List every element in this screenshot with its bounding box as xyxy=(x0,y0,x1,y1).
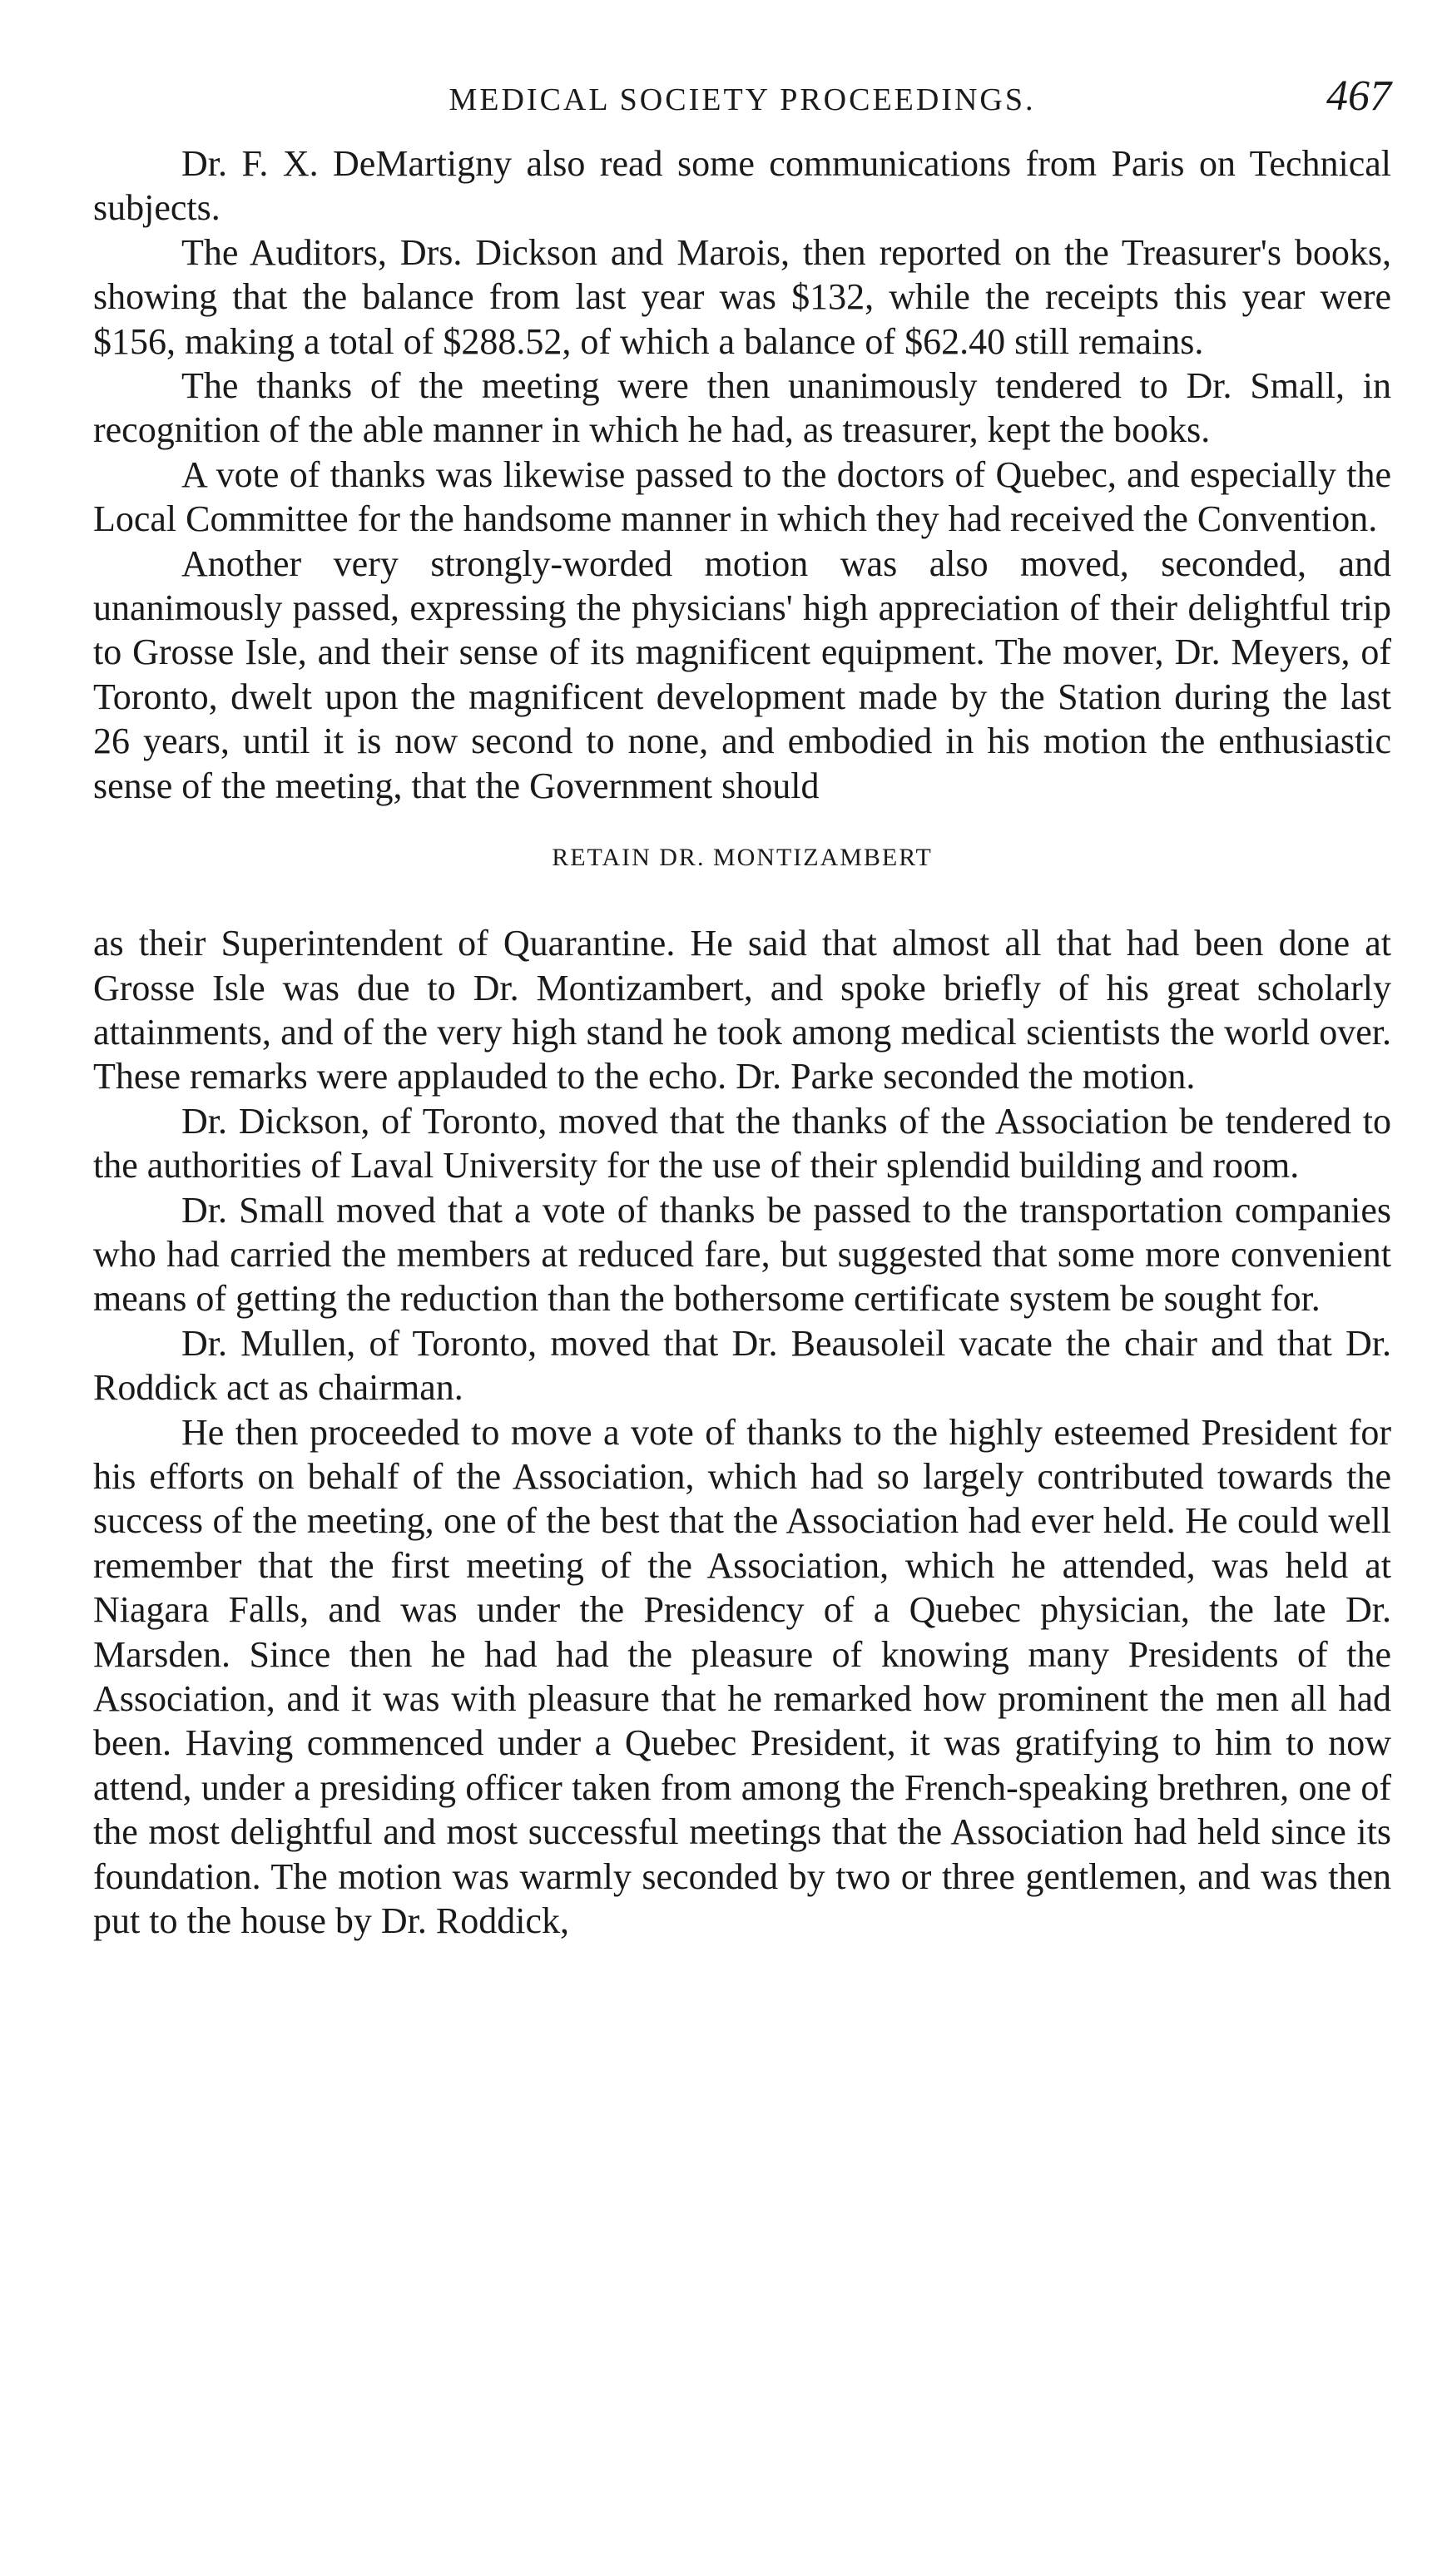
paragraph-thanks-quebec: A vote of thanks was likewise passed to the doctors of Quebec, and especially the Local Committee for the handsome manner in which they had received the Convention. xyxy=(93,453,1391,540)
paragraph-transportation-thanks: Dr. Small moved that a vote of thanks be passed to the transportation companies who had carried the members at reduced fare, but suggested that some more convenient means of getting the reduction than the bothersome certificate system be sought for. xyxy=(93,1189,1391,1320)
paragraph-thanks-treasurer: The thanks of the meeting were then unanimously tendered to Dr. Small, in recognition of the able manner in which he had, as treasurer, kept the books. xyxy=(93,365,1391,451)
paragraph-auditors-report: The Auditors, Drs. Dickson and Marois, then reported on the Treasurer's books, showing that the balance from last year was $132, while the receipts this year were $156, making a total of $288.52, of which a balance of $62.40 still remains. xyxy=(93,231,1391,362)
running-title: MEDICAL SOCIETY PROCEEDINGS. xyxy=(448,82,1036,117)
running-head xyxy=(93,67,1391,141)
paragraph-chair-motion: Dr. Mullen, of Toronto, moved that Dr. Beausoleil vacate the chair and that Dr. Roddick act as chairman. xyxy=(93,1322,1391,1409)
section-heading: RETAIN DR. MONTIZAMBERT xyxy=(552,844,933,872)
body-text xyxy=(93,141,1391,1943)
paragraph-president-thanks: He then proceeded to move a vote of thanks to the highly esteemed President for his efforts on behalf of the Association, which had so largely contributed towards the success of the meeting, one of the best that the Association had ever held. He could well remember that the first meeting of the Association, which he attended, was held at Niagara Falls, and was under the Presidency of a Quebec physician, the late Dr. Marsden. Since then he had had the pleasure of knowing many Presidents of the Association, and it was with pleasure that he remarked how prominent the men all had been. Having commenced under a Quebec President, it was gratifying to him to now attend, under a presiding officer taken from among the French-speaking brethren, one of the most delightful and most successful meetings that the Association had held since its foundation. The motion was warmly seconded by two or three gentlemen, and was then put to the house by Dr. Roddick, xyxy=(93,1411,1391,1942)
book-page xyxy=(93,67,1391,1943)
paragraph-laval-thanks: Dr. Dickson, of Toronto, moved that the thanks of the Association be tendered to the authorities of Laval University for the use of their splendid building and room. xyxy=(93,1100,1391,1186)
paragraph-superintendent: as their Superintendent of Quarantine. He said that almost all that had been done at Grosse Isle was due to Dr. Montizambert, and spoke briefly of his great scholarly attainments, and of the very high stand he took among medical scientists the world over. These remarks were applauded to the echo. Dr. Parke seconded the motion. xyxy=(93,923,1391,1097)
paragraph-grosse-isle-motion: Another very strongly-worded motion was also moved, seconded, and unanimously passed, expressing the physicians' high appreciation of their delightful trip to Grosse Isle, and their sense of its magnificent equipment. The mover, Dr. Meyers, of Toronto, dwelt upon the magnificent development made by the Station during the last 26 years, until it is now second to none, and embodied in his motion the enthusiastic sense of the meeting, that the Government should xyxy=(93,542,1391,806)
page-number: 467 xyxy=(1326,72,1391,120)
paragraph-demartigny: Dr. F. X. DeMartigny also read some communications from Paris on Technical subjects. xyxy=(93,143,1391,229)
